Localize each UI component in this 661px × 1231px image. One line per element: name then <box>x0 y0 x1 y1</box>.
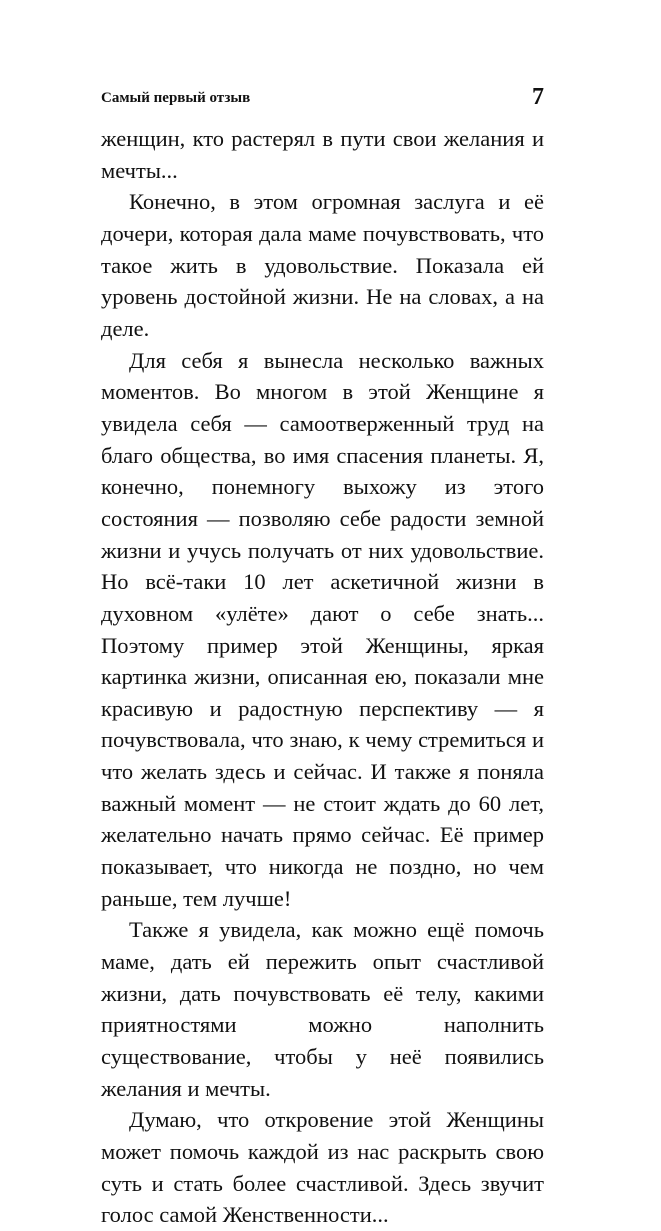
body-text <box>101 123 544 1231</box>
paragraph: Думаю, что откровение этой Женщины может помочь каждой из нас раскрыть свою суть и стать более счастливой. Здесь звучит голос самой Женственности... <box>101 1107 544 1228</box>
paragraph: Конечно, в этом огромная заслуга и её дочери, которая дала маме почувствовать, что такое жить в удовольствие. Показала ей уровень достойной жизни. Не на словах, а на деле. <box>101 189 544 341</box>
paragraph: Для себя я вынесла несколько важных моментов. Во многом в этой Женщине я увидела себя — самоотверженный труд на благо общества, во имя спасения планеты. Я, конечно, понемногу выхожу из этого состояния — позволяю себе радости земной жизни и учусь получать от них удовольствие. Но всё-таки 10 лет аскетичной жизни в духовном «улёте» дают о себе знать... Поэтому пример этой Женщины, яркая картинка жизни, описанная ею, показали мне красивую и радостную перспективу — я почувствовала, что знаю, к чему стремиться и что желать здесь и сейчас. И также я поняла важный момент — не стоит ждать до 60 лет, желательно начать прямо сейчас. Её пример показывает, что никогда не поздно, но чем раньше, тем лучше! <box>101 347 544 911</box>
page-number: 7 <box>532 84 544 110</box>
paragraph-continuation: женщин, кто растерял в пути свои желания и мечты... <box>101 126 544 183</box>
paragraph: Также я увидела, как можно ещё помочь маме, дать ей пережить опыт счастливой жизни, дать почувствовать её телу, какими приятностями можно наполнить существование, чтобы у неё появились желания и мечты. <box>101 917 544 1101</box>
running-title: Самый первый отзыв <box>101 90 251 106</box>
